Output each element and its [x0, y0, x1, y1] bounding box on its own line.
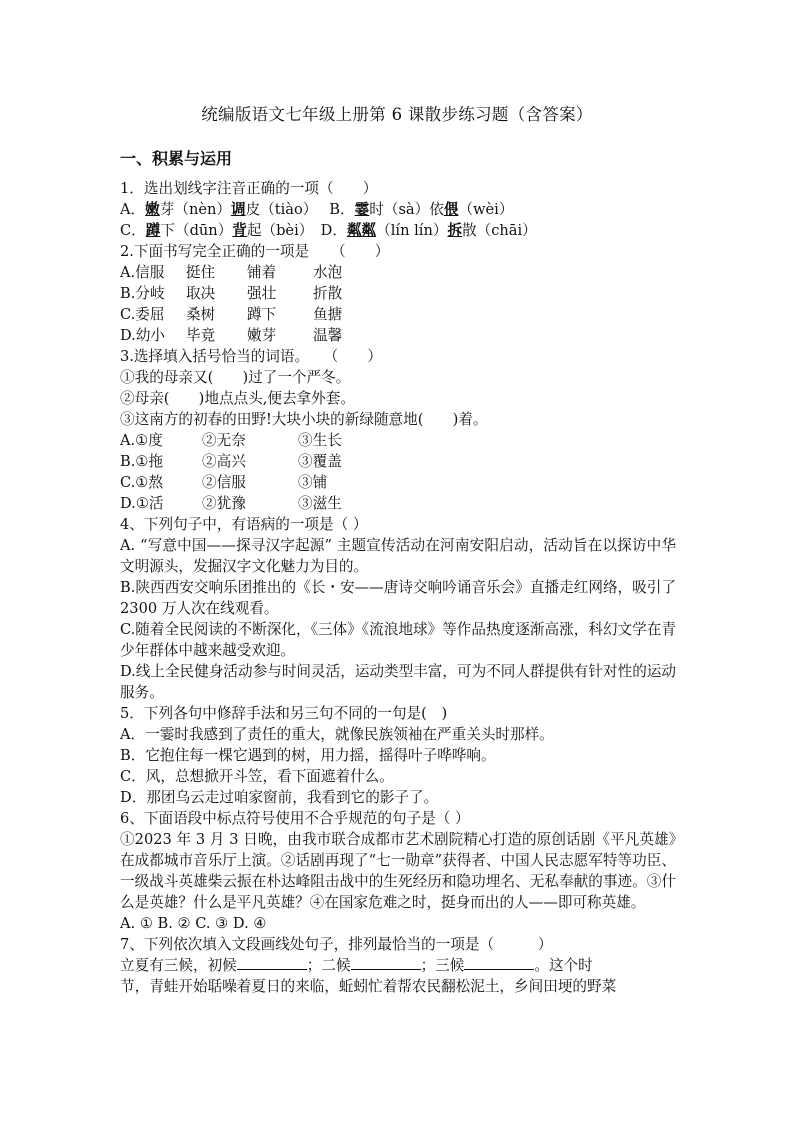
- q3-option-d: D.①活 ②犹豫 ③滋生: [120, 495, 342, 512]
- q3-sentence-3: ③这南方的初春的田野!大块小块的新绿随意地( )着。: [120, 411, 488, 428]
- q2-option-d: D.幼小 毕竟 嫩芽 温馨: [120, 327, 343, 344]
- q4-option-a: A. “写意中国——探寻汉字起源” 主题宣传活动在河南安阳启动，活动旨在以探访中华文明源头，发掘汉字文化魅力为目的。: [120, 537, 676, 575]
- q1-stem: 1．选出划线字注音正确的一项（ ）: [120, 180, 378, 197]
- q6-options: A. ① B. ② C. ③ D. ④: [120, 915, 267, 932]
- q7-stem: 7、下列依次填入文段画线处句子，排列最恰当的一项是（ ）: [120, 936, 553, 953]
- q4-option-b: B.陕西西安交响乐团推出的《长・安——唐诗交响吟诵音乐会》直播走红网络，吸引了 2300 万人次在线观看。: [120, 579, 676, 617]
- q2-stem: 2.下面书写完全正确的一项是 （ ）: [120, 243, 390, 260]
- q5-option-c: C．风，总想掀开斗笠，看下面遮着什么。: [120, 768, 394, 785]
- q5-option-b: B．它抱住每一棵它遇到的树，用力摇，摇得叶子哗哗响。: [120, 747, 496, 764]
- q6-paragraph: ①2023 年 3 月 3 日晚，由我市联合成都市艺术剧院精心打造的原创话剧《平凡英雄》在成都城市音乐厅上演。②话剧再现了“七一勋章”获得者、中国人民志愿军特等功臣、一级战斗英雄柴云振在朴达峰阻击战中的生死经历和隐功埋名、无私奉献的事迹。③什么是英雄？什么是平凡英雄？④在国家危难之时，挺身而出的人——即可称英雄。: [120, 831, 676, 911]
- q4-option-c: C.随着全民阅读的不断深化，《三体》《流浪地球》等作品热度逐渐高涨，科幻文学在青少年群体中越来越受欢迎。: [120, 621, 676, 659]
- q3-option-a: A.①度 ②无奈 ③生长: [120, 432, 342, 449]
- q1-options-ab: A．嫩芽（nèn）调皮（tiào） B．霎时（sà）依偎（wèi）: [120, 201, 514, 218]
- q4-stem: 4、下列句子中，有语病的一项是（ ）: [120, 516, 368, 533]
- q2-option-a: A.信服 挺住 铺着 水泡: [120, 264, 343, 281]
- q1-options-cd: C．蹲下（dūn）背起（bèi） D．粼粼（lín lín）拆散（chāi）: [120, 222, 537, 239]
- q2-option-b: B.分岐 取决 强壮 折散: [120, 285, 343, 302]
- q3-sentence-2: ②母亲( )地点点头,便去拿外套。: [120, 390, 355, 407]
- q5-option-a: A．一霎时我感到了责任的重大，就像民族领袖在严重关头时那样。: [120, 726, 554, 743]
- q2-option-c: C.委屈 桑树 蹲下 鱼搪: [120, 306, 343, 323]
- q4-option-d: D.线上全民健身活动参与时间灵活，运动类型丰富，可为不同人群提供有针对性的运动服务。: [120, 663, 676, 701]
- q7-blank-2[interactable]: [351, 956, 421, 970]
- q3-stem: 3.选择填入括号恰当的词语。 （ ）: [120, 348, 383, 365]
- q7-tail: 节，青蛙开始聒噪着夏日的来临，蚯蚓忙着帮农民翻松泥土，乡间田埂的野菜: [120, 978, 617, 995]
- section-heading: 一、积累与运用: [120, 149, 233, 168]
- q5-stem: 5．下列各句中修辞手法和另三句不同的一句是( ): [120, 705, 448, 722]
- q3-option-c: C.①熬 ②信服 ③铺: [120, 474, 328, 491]
- q3-sentence-1: ①我的母亲又( )过了一个严冬。: [120, 369, 351, 386]
- question-list: [120, 178, 676, 997]
- q5-option-d: D．那团乌云走过咱家窗前，我看到它的影子了。: [120, 789, 439, 806]
- q7-blank-1[interactable]: [237, 956, 307, 970]
- q6-stem: 6、下面语段中标点符号使用不合乎规范的句子是（ ）: [120, 810, 470, 827]
- document-title: 统编版语文七年级上册第 6 课散步练习题（含答案）: [201, 105, 593, 124]
- q3-option-b: B.①拖 ②高兴 ③覆盖: [120, 453, 342, 470]
- q7-fill-line: 立夏有三候，初候 ；二候 ；三候 。这个时: [120, 957, 593, 974]
- q7-blank-3[interactable]: [464, 956, 534, 970]
